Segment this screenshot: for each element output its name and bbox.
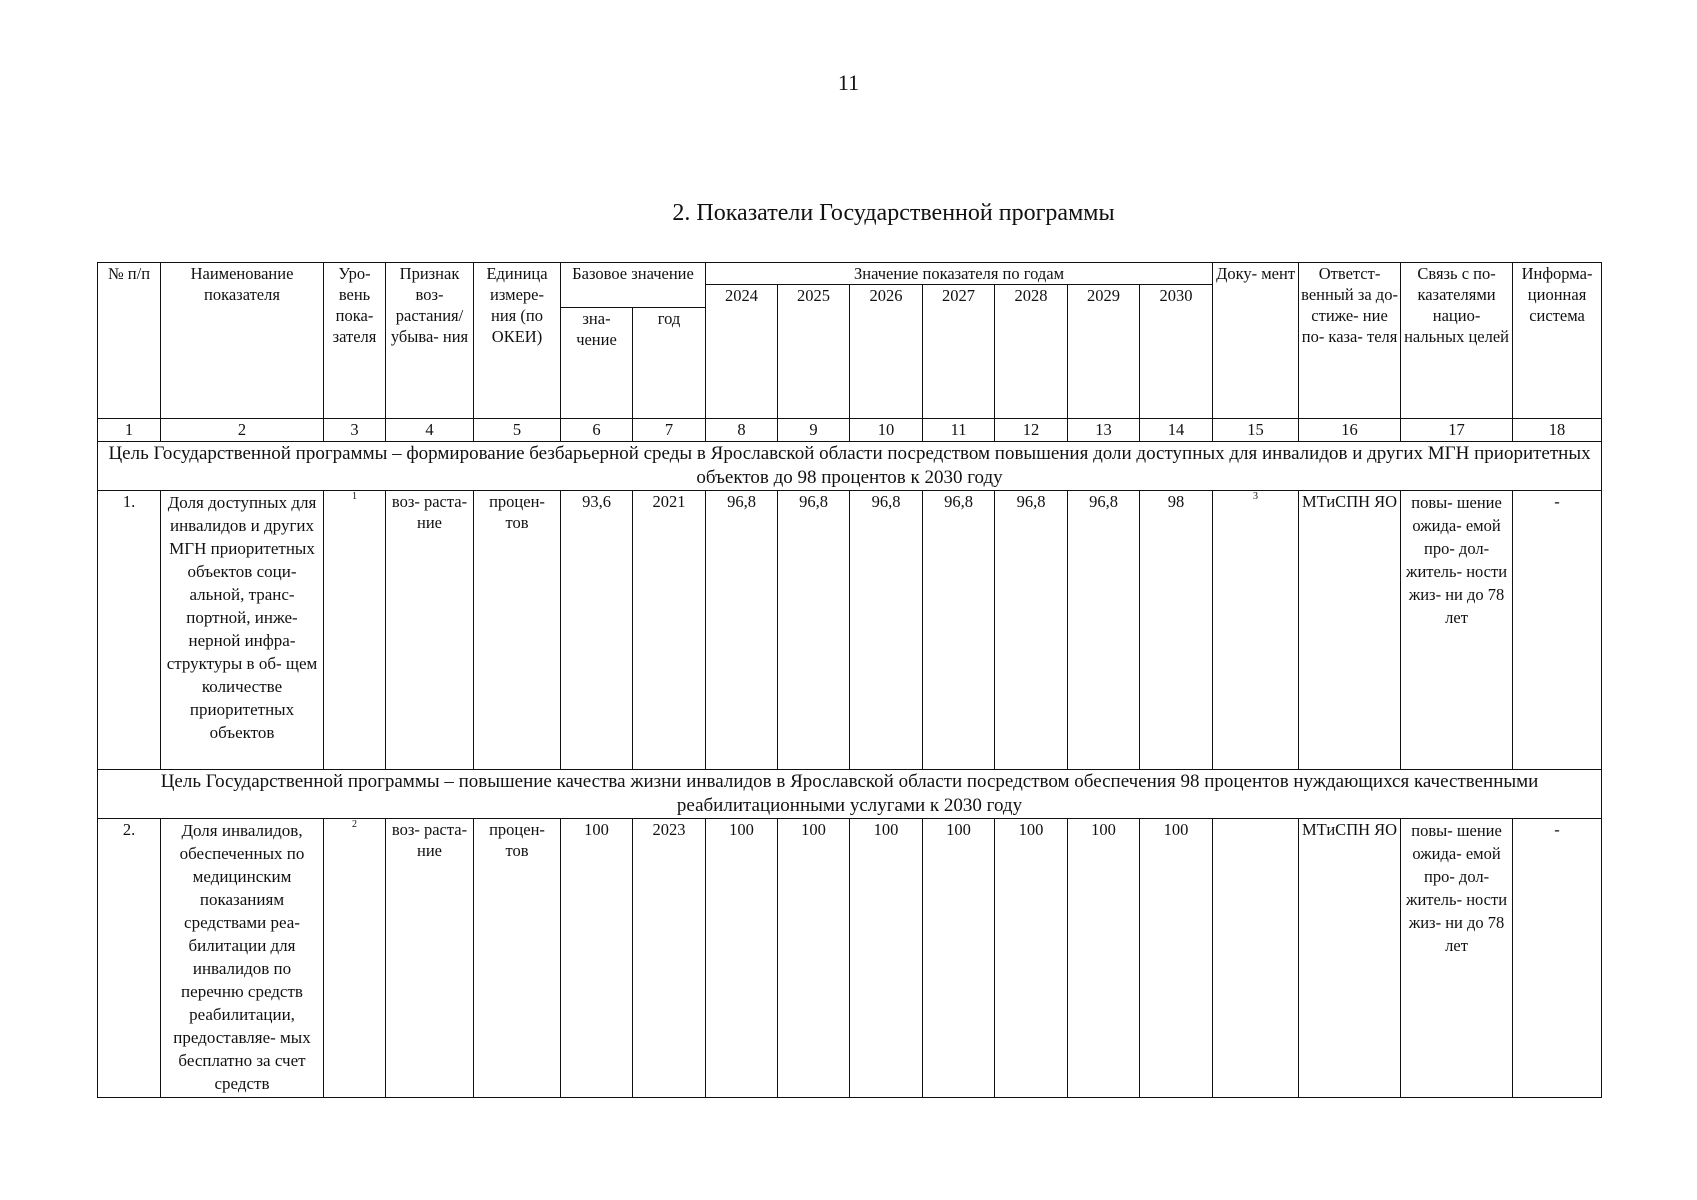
header-base-value: зна- чение [561, 308, 633, 419]
value-2029: 100 [1068, 819, 1140, 1098]
indicator-name: Доля инвалидов, обеспеченных по медицинским показаниям средствами реа- билитации для инвалидов по перечню средств реабилитации, предоставляе- мых бесплатно за счет средств [161, 819, 324, 1098]
header-years-group: Значение показателя по годам [706, 263, 1213, 285]
header-document: Доку- мент [1213, 263, 1299, 419]
header-year-2028: 2028 [995, 285, 1068, 419]
indicator-level: 1 [324, 491, 386, 770]
column-number: 14 [1140, 419, 1213, 442]
goal-text: Цель Государственной программы – повышение качества жизни инвалидов в Ярославской области посредством обеспечения 98 процентов нуждающихся качественными реабилитационными услугами к 2030 году [98, 770, 1602, 819]
indicator-name: Доля доступных для инвалидов и других МГН приоритетных объектов соци- альной, транс- портной, инже- нерной инфра- структуры в об- щем количестве приоритетных объектов [161, 491, 324, 770]
value-2029: 96,8 [1068, 491, 1140, 770]
column-number: 3 [324, 419, 386, 442]
header-base-group: Базовое значение [561, 263, 706, 308]
column-number: 18 [1513, 419, 1602, 442]
header-responsible: Ответст- венный за до- стиже- ние по- каза- теля [1299, 263, 1401, 419]
header-level: Уро- вень пока- зателя [324, 263, 386, 419]
page-number: 11 [837, 70, 860, 95]
header-year-2025: 2025 [778, 285, 850, 419]
indicators-table [97, 262, 1602, 1098]
header-year-2029: 2029 [1068, 285, 1140, 419]
goal-row [98, 770, 1602, 819]
goal-row [98, 442, 1602, 491]
column-number: 2 [161, 419, 324, 442]
responsible: МТиСПН ЯО [1299, 819, 1401, 1098]
header-year-2024: 2024 [706, 285, 778, 419]
section-title: 2. Показатели Государственной программы [672, 200, 1115, 226]
base-year: 2021 [633, 491, 706, 770]
column-number: 16 [1299, 419, 1401, 442]
base-year: 2023 [633, 819, 706, 1098]
responsible: МТиСПН ЯО [1299, 491, 1401, 770]
header-link: Связь с по- казателями нацио- нальных целей [1401, 263, 1513, 419]
header-info-system: Информа- ционная система [1513, 263, 1602, 419]
goal-text: Цель Государственной программы – формирование безбарьерной среды в Ярославской области посредством повышения доли доступных для инвалидов и других МГН приоритетных объектов до 98 процентов к 2030 году [98, 442, 1602, 491]
value-2025: 96,8 [778, 491, 850, 770]
base-value: 100 [561, 819, 633, 1098]
column-number-row [98, 419, 1602, 442]
value-2024: 100 [706, 819, 778, 1098]
column-number: 9 [778, 419, 850, 442]
header-unit: Единица измере- ния (по ОКЕИ) [474, 263, 561, 419]
column-number: 10 [850, 419, 923, 442]
table-row [98, 491, 1602, 770]
value-2026: 100 [850, 819, 923, 1098]
column-number: 7 [633, 419, 706, 442]
value-2028: 100 [995, 819, 1068, 1098]
column-number: 1 [98, 419, 161, 442]
document [1213, 819, 1299, 1098]
column-number: 8 [706, 419, 778, 442]
header-num: № п/п [98, 263, 161, 419]
header-base-year: год [633, 308, 706, 419]
column-number: 17 [1401, 419, 1513, 442]
column-number: 12 [995, 419, 1068, 442]
indicator-unit: процен- тов [474, 491, 561, 770]
info-system: - [1513, 491, 1602, 770]
value-2027: 100 [923, 819, 995, 1098]
column-number: 13 [1068, 419, 1140, 442]
indicator-unit: процен- тов [474, 819, 561, 1098]
value-2030: 100 [1140, 819, 1213, 1098]
header-row-1 [98, 263, 1602, 285]
row-number: 2. [98, 819, 161, 1098]
national-goal-link: повы- шение ожида- емой про- дол- житель- ности жиз- ни до 78 лет [1401, 491, 1513, 770]
national-goal-link: повы- шение ожида- емой про- дол- житель- ности жиз- ни до 78 лет [1401, 819, 1513, 1098]
value-2024: 96,8 [706, 491, 778, 770]
value-2025: 100 [778, 819, 850, 1098]
indicator-trend: воз- раста- ние [386, 819, 474, 1098]
document: 3 [1213, 491, 1299, 770]
column-number: 11 [923, 419, 995, 442]
column-number: 4 [386, 419, 474, 442]
row-number: 1. [98, 491, 161, 770]
value-2028: 96,8 [995, 491, 1068, 770]
indicator-trend: воз- раста- ние [386, 491, 474, 770]
value-2026: 96,8 [850, 491, 923, 770]
header-name: Наименование показателя [161, 263, 324, 419]
value-2030: 98 [1140, 491, 1213, 770]
header-trend: Признак воз- растания/ убыва- ния [386, 263, 474, 419]
column-number: 5 [474, 419, 561, 442]
base-value: 93,6 [561, 491, 633, 770]
header-year-2027: 2027 [923, 285, 995, 419]
value-2027: 96,8 [923, 491, 995, 770]
header-year-2026: 2026 [850, 285, 923, 419]
indicator-level: 2 [324, 819, 386, 1098]
column-number: 15 [1213, 419, 1299, 442]
table-row [98, 819, 1602, 1098]
column-number: 6 [561, 419, 633, 442]
header-year-2030: 2030 [1140, 285, 1213, 419]
info-system: - [1513, 819, 1602, 1098]
